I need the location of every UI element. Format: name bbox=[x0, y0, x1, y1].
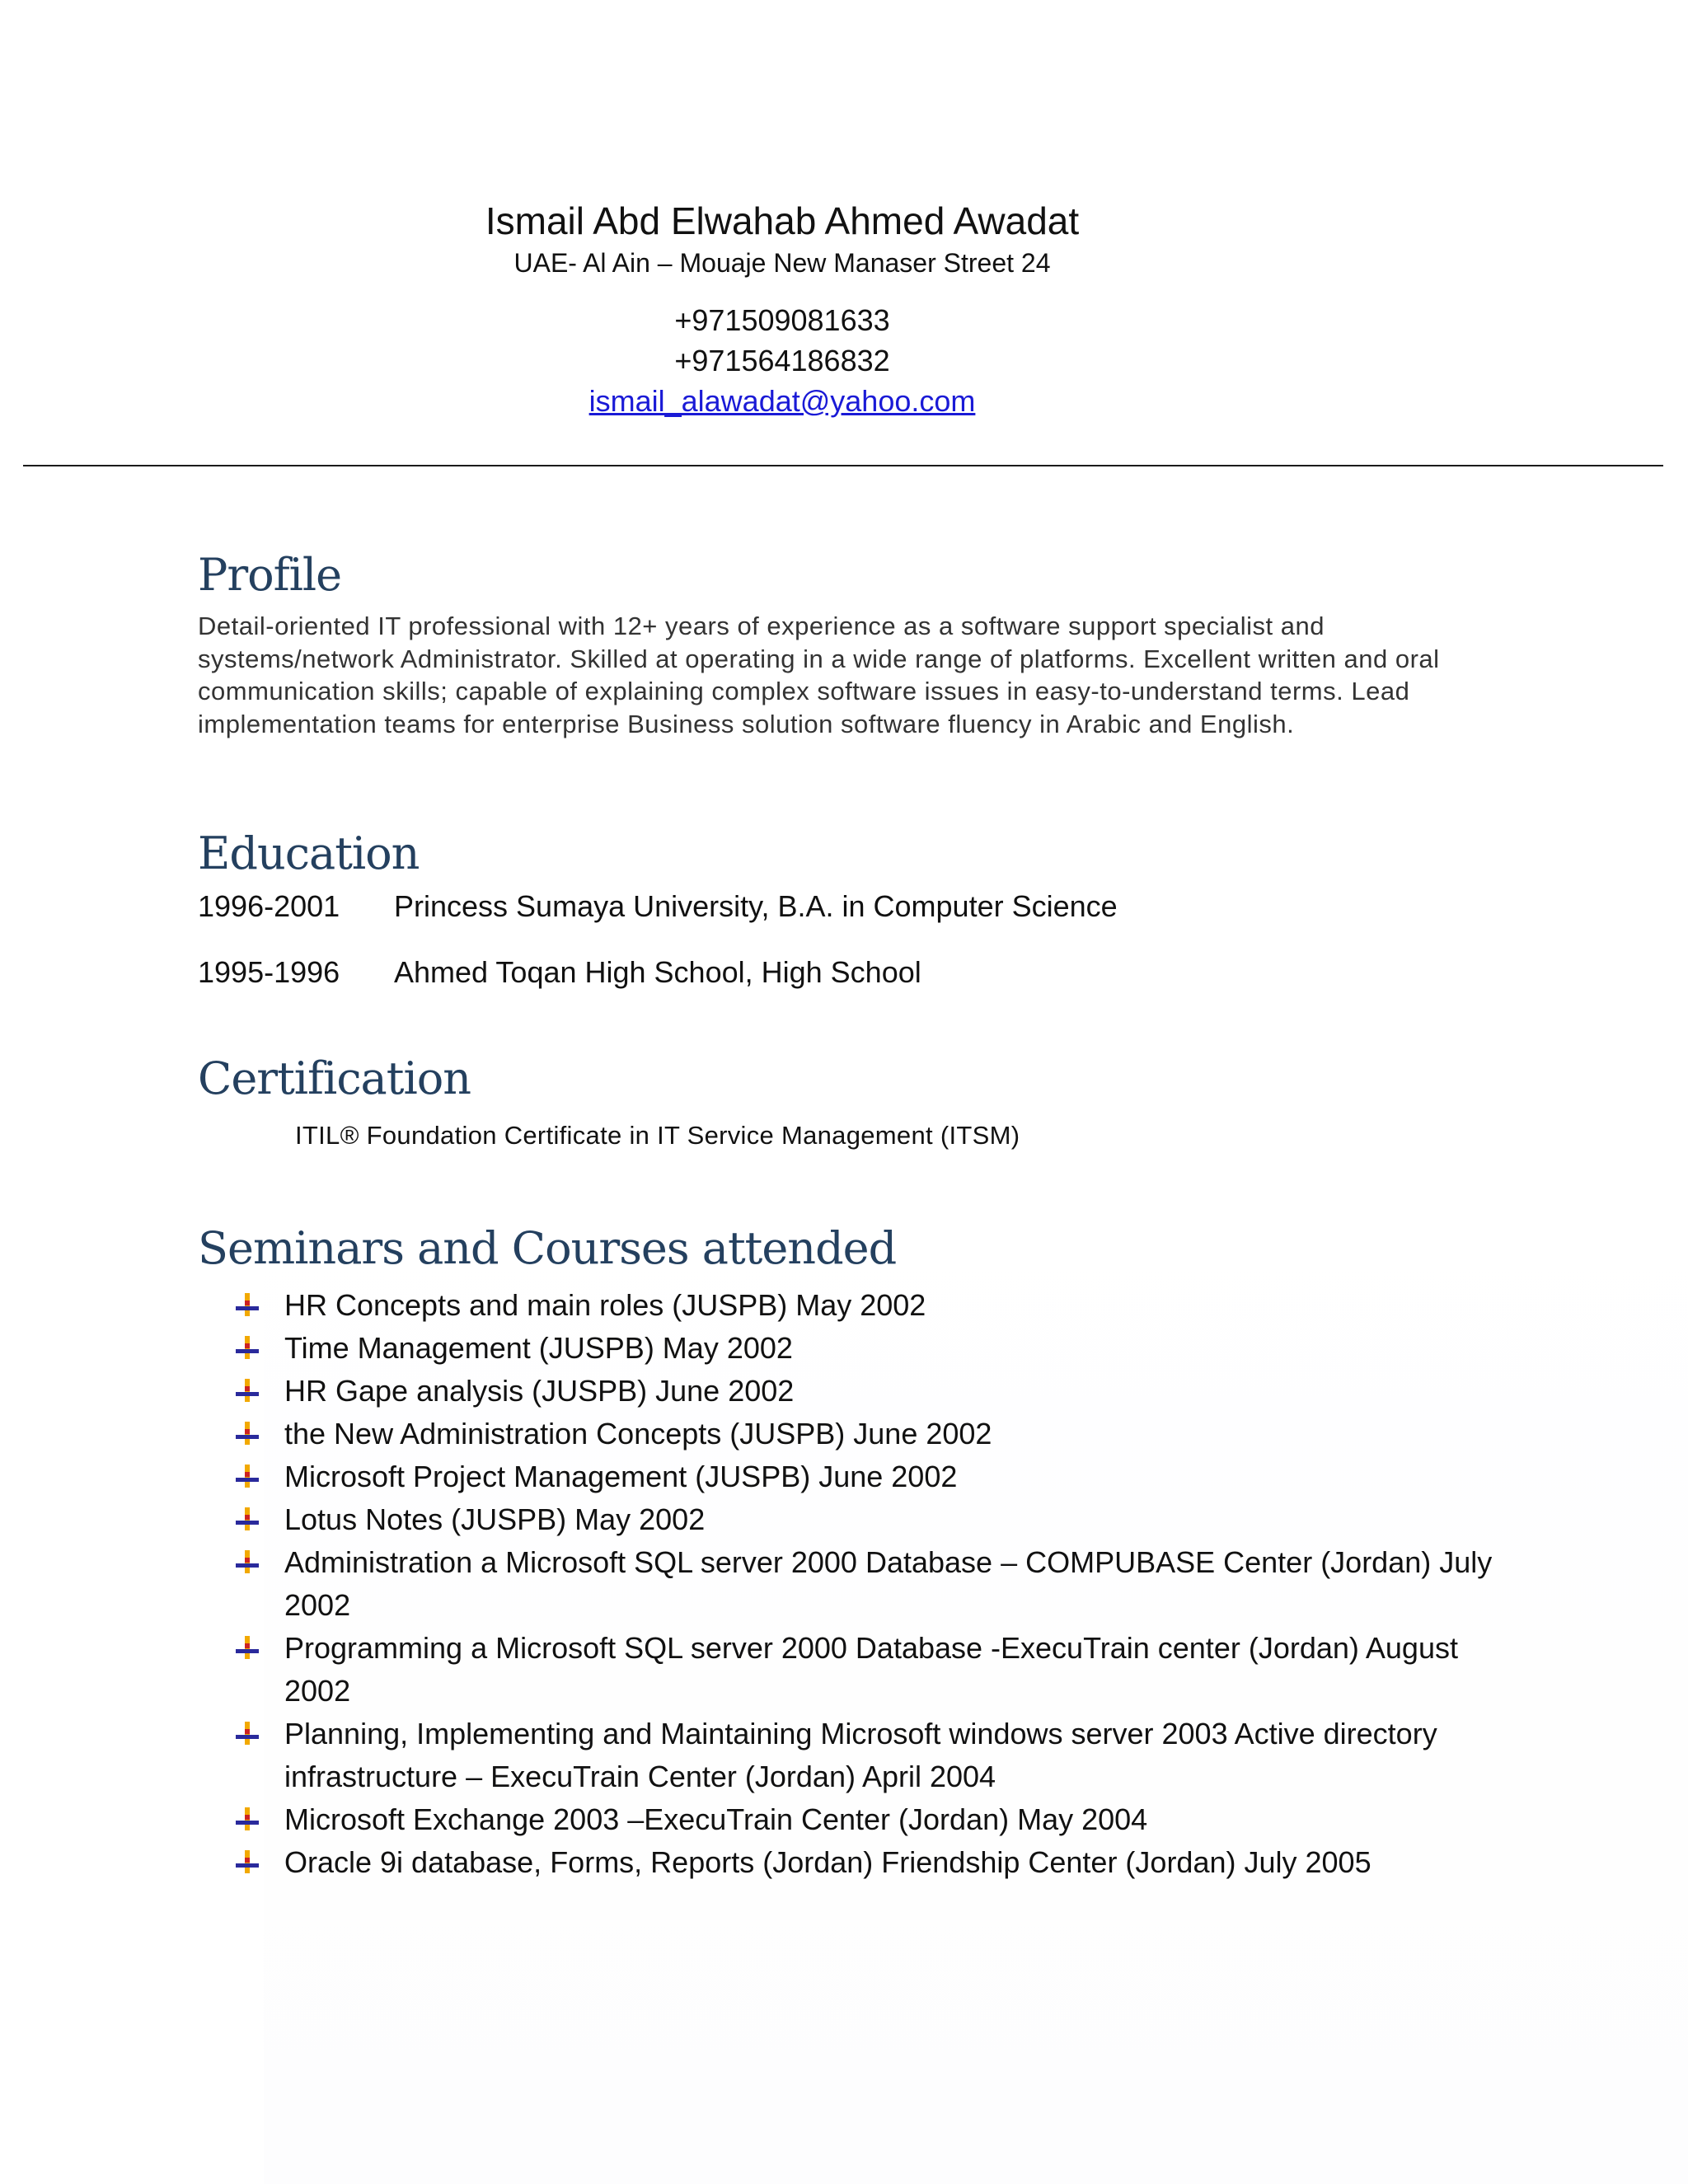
cross-bullet-icon bbox=[235, 1421, 260, 1446]
cross-bullet-icon bbox=[235, 1378, 260, 1403]
course-text: Oracle 9i database, Forms, Reports (Jordan) Friendship Center (Jordan) July 2005 bbox=[284, 1845, 1372, 1879]
header-divider bbox=[23, 465, 1663, 466]
course-item bbox=[235, 1798, 1504, 1841]
course-item bbox=[235, 1541, 1504, 1627]
education-entry bbox=[198, 888, 1118, 926]
course-item bbox=[235, 1498, 1504, 1541]
course-item bbox=[235, 1327, 1504, 1370]
course-text: Microsoft Project Management (JUSPB) June 2002 bbox=[284, 1460, 958, 1493]
course-text: Administration a Microsoft SQL server 2000 Database – COMPUBASE Center (Jordan) July 2002 bbox=[284, 1545, 1493, 1622]
contact-header bbox=[0, 196, 1564, 422]
course-text: Lotus Notes (JUSPB) May 2002 bbox=[284, 1502, 706, 1536]
course-item bbox=[235, 1455, 1504, 1498]
course-item bbox=[235, 1413, 1504, 1455]
certification-heading: Certification bbox=[198, 1052, 471, 1104]
education-years: 1995-1996 bbox=[198, 955, 340, 989]
cross-bullet-icon bbox=[235, 1849, 260, 1874]
course-list bbox=[235, 1284, 1504, 1884]
course-item bbox=[235, 1713, 1504, 1798]
course-item bbox=[235, 1370, 1504, 1413]
course-text: the New Administration Concepts (JUSPB) June 2002 bbox=[284, 1417, 992, 1451]
cross-bullet-icon bbox=[235, 1721, 260, 1746]
course-text: Microsoft Exchange 2003 –ExecuTrain Center (Jordan) May 2004 bbox=[284, 1802, 1148, 1836]
education-entry bbox=[198, 954, 921, 991]
phone-primary: +971509081633 bbox=[674, 303, 890, 337]
candidate-name: Ismail Abd Elwahab Ahmed Awadat bbox=[485, 199, 1080, 242]
cross-bullet-icon bbox=[235, 1464, 260, 1488]
phone-secondary: +971564186832 bbox=[674, 344, 890, 377]
cross-bullet-icon bbox=[235, 1292, 260, 1317]
seminars-heading: Seminars and Courses attended bbox=[198, 1222, 897, 1274]
profile-text: Detail-oriented IT professional with 12+ years of experience as a software support specialist and systems/network Administrator. Skilled at operating in a wide range of platforms. Excellent written and oral communication skills; capable of explaining complex software issues in easy-to-understand terms. Lead implementation teams for enterprise Business solution software fluency in Arabic and English. bbox=[198, 612, 1440, 738]
email-link[interactable]: ismail_alawadat@yahoo.com bbox=[588, 384, 976, 418]
course-item bbox=[235, 1627, 1504, 1713]
profile-heading: Profile bbox=[198, 549, 342, 601]
cross-bullet-icon bbox=[235, 1507, 260, 1531]
certification-item: ITIL® Foundation Certificate in IT Service Management (ITSM) bbox=[295, 1121, 1020, 1150]
cross-bullet-icon bbox=[235, 1549, 260, 1574]
address: UAE- Al Ain – Mouaje New Manaser Street 24 bbox=[513, 248, 1051, 278]
cross-bullet-icon bbox=[235, 1807, 260, 1831]
course-text: Time Management (JUSPB) May 2002 bbox=[284, 1331, 793, 1365]
course-item bbox=[235, 1284, 1504, 1327]
cross-bullet-icon bbox=[235, 1635, 260, 1660]
education-years: 1996-2001 bbox=[198, 889, 340, 923]
course-text: Planning, Implementing and Maintaining Microsoft windows server 2003 Active directory infrastructure – ExecuTrain Center (Jordan) April 2004 bbox=[284, 1717, 1437, 1793]
course-text: HR Concepts and main roles (JUSPB) May 2002 bbox=[284, 1288, 926, 1322]
course-text: Programming a Microsoft SQL server 2000 Database -ExecuTrain center (Jordan) August 2002 bbox=[284, 1631, 1458, 1708]
cross-bullet-icon bbox=[235, 1335, 260, 1360]
education-heading: Education bbox=[198, 827, 420, 879]
course-text: HR Gape analysis (JUSPB) June 2002 bbox=[284, 1374, 795, 1408]
education-detail: Ahmed Toqan High School, High School bbox=[394, 955, 921, 989]
course-item bbox=[235, 1841, 1504, 1884]
education-detail: Princess Sumaya University, B.A. in Computer Science bbox=[394, 889, 1118, 923]
